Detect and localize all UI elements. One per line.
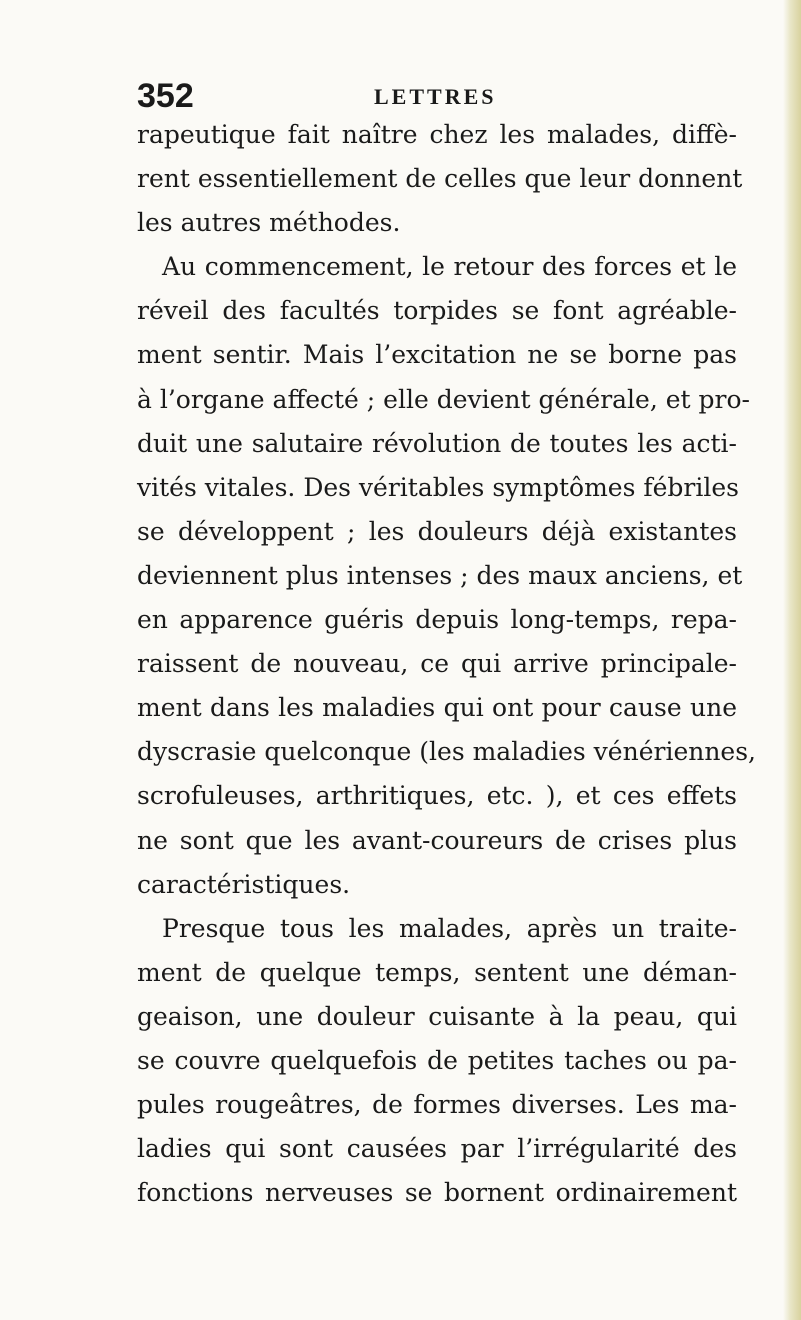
text-line: Au commencement, le retour des forces et le — [162, 252, 737, 282]
text-line: duit une salutaire révolution de toutes les acti- — [137, 428, 737, 458]
text-line: dyscrasie quelconque (les maladies vénériennes, — [137, 737, 757, 767]
text-line: rapeutique fait naître chez les malades, diffè- — [137, 120, 737, 149]
text-line: ment de quelque temps, sentent une déman- — [137, 957, 737, 987]
body-text — [137, 113, 757, 1215]
text-line: scrofuleuses, arthritiques, etc. ), et ces effets — [137, 781, 737, 811]
text-line: ment dans les maladies qui ont pour cause une — [137, 693, 737, 723]
text-line: ne sont que les avant-coureurs de crises plus — [137, 825, 737, 855]
text-line: se couvre quelquefois de petites taches ou pa- — [137, 1045, 737, 1075]
page-header — [137, 76, 737, 116]
text-line: vités vitales. Des véritables symptômes fébriles — [137, 472, 739, 502]
text-line: raissent de nouveau, ce qui arrive principale- — [137, 649, 737, 679]
text-line: pules rougeâtres, de formes diverses. Les ma- — [137, 1090, 737, 1120]
text-line: ladies qui sont causées par l’irrégularité des — [137, 1134, 737, 1164]
text-line: en apparence guéris depuis long-temps, repa- — [137, 605, 737, 635]
page-number: 352 — [137, 77, 194, 115]
text-line: caractéristiques. — [137, 869, 351, 899]
text-line: deviennent plus intenses ; des maux anciens, et — [137, 560, 743, 590]
text-line: se développent ; les douleurs déjà existantes — [137, 516, 737, 546]
text-line: à l’organe affecté ; elle devient générale, et pro- — [137, 384, 750, 414]
text-line: rent essentiellement de celles que leur donnent — [137, 164, 743, 194]
text-line: les autres méthodes. — [137, 208, 401, 238]
text-line: ment sentir. Mais l’excitation ne se borne pas — [137, 340, 737, 370]
page-edge — [783, 0, 801, 1320]
text-line: Presque tous les malades, après un traite- — [162, 913, 737, 943]
text-line: réveil des facultés torpides se font agréable- — [137, 296, 737, 326]
text-line: geaison, une douleur cuisante à la peau, qui — [137, 1001, 737, 1031]
text-line: fonctions nerveuses se bornent ordinairement — [137, 1178, 737, 1208]
running-head: LETTRES — [374, 84, 497, 109]
